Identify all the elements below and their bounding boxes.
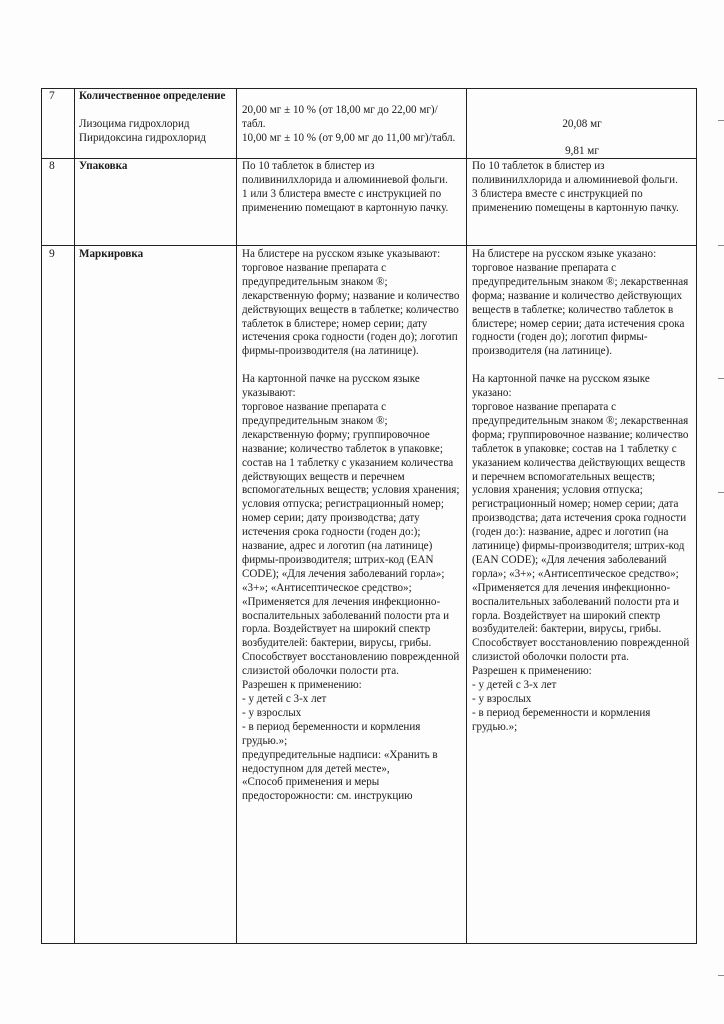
column-divider [236, 88, 237, 944]
table-border-right [696, 88, 697, 944]
table-border-left [41, 88, 42, 944]
column-divider [74, 88, 75, 944]
scan-mark [718, 492, 724, 493]
row-number: 8 [49, 160, 55, 172]
substance-list: Лизоцима гидрохлорид Пиридоксина гидрохлорид [79, 118, 206, 144]
section-title: Количественное определение [79, 90, 226, 102]
section-title: Упаковка [79, 160, 128, 172]
row-number: 9 [49, 248, 55, 260]
specification-text: По 10 таблеток в блистер из поливинилхлорида и алюминиевой фольги. 1 или 3 блистера вместе с инструкцией по применению помещают в картонную пачку. [242, 160, 449, 214]
table-border-top [41, 88, 697, 89]
result-text: На блистере на русском языке указано: торговое название препарата с предупредительным знаком ®; лекарственная форма; название и количество действующих веществ в таблетке; количество таблеток в блистере; номер серии; дата истечения срока годности (годен до); логотип фирмы-производителя (на латинице). На картонной пачке на русском языке указано: торговое название препарата с предупредительным знаком ®; лекарственная форма; группировочное название; количество таблеток в упаковке; состав на 1 таблетку с указанием количества действующих веществ и перечнем вспомогательных веществ; условия хранения; условия отпуска; регистрационный номер; номер серии; дата производства; дата истечения срока годности (годен до:): название, адрес и логотип (на латинице) фирмы-производителя; штрих-код (EAN CODE); «Для лечения заболеваний горла»; «3+»; «Антисептическое средство»; «Применяется для лечения инфекционно-воспалительных заболеваний полости рта и горла. Воздействует на широкий спектр возбудителей: бактерии, вирусы, грибы. Способствует восстановлению поврежденной слизистой оболочки полости рта. Разрешен к применению: - у детей с 3-х лет - у взрослых - в период беременности и кормления грудью.»; [472, 248, 690, 733]
specification-table [41, 88, 697, 944]
result-value: 9,81 мг [565, 145, 599, 157]
row-divider [41, 245, 697, 246]
scan-mark [718, 120, 724, 121]
result-text: По 10 таблеток в блистер из поливинилхлорида и алюминиевой фольги. 3 блистера вместе с инструкцией по применению помещены в картонную пачку. [472, 160, 679, 214]
table-border-bottom [41, 943, 697, 944]
column-divider [466, 88, 467, 944]
scan-mark [718, 245, 724, 246]
section-title: Маркировка [79, 248, 144, 260]
scan-mark [718, 378, 724, 379]
row-number: 7 [49, 90, 55, 102]
result-value: 20,08 мг [562, 118, 602, 130]
specification-text: 20,00 мг ± 10 % (от 18,00 мг до 22,00 мг)/табл. 10,00 мг ± 10 % (от 9,00 мг до 11,00 мг)/табл. [242, 104, 456, 144]
scan-mark [718, 975, 724, 976]
specification-text: На блистере на русском языке указывают: торговое название препарата с предупредительным знаком ®; лекарственную форму; название и количество действующих веществ в таблетке; количество таблеток в блистере; номер серии; дату истечения срока годности (годен до); логотип фирмы-производителя (на латинице). На картонной пачке на русском языке указывают: торговое название препарата с предупредительным знаком ®; лекарственную форму; группировочное название; количество таблеток в упаковке; состав на 1 таблетку с указанием количества действующих веществ и перечнем вспомогательных веществ; условия хранения; условия отпуска; регистрационный номер; номер серии; дату производства; дату истечения срока годности (годен до:); название, адрес и логотип (на латинице) фирмы-производителя; штрих-код (EAN CODE); «Для лечения заболеваний горла»; «3+»; «Антисептическое средство»; «Применяется для лечения инфекционно-воспалительных заболеваний полости рта и горла. Воздействует на широкий спектр возбудителей: бактерии, вирусы, грибы. Способствует восстановлению поврежденной слизистой оболочки полости рта. Разрешен к применению: - у детей с 3-х лет - у взрослых - в период беременности и кормления грудью.»; предупредительные надписи: «Хранить в недоступном для детей месте», «Способ применения и меры предосторожности: см. инструкцию [242, 248, 460, 803]
